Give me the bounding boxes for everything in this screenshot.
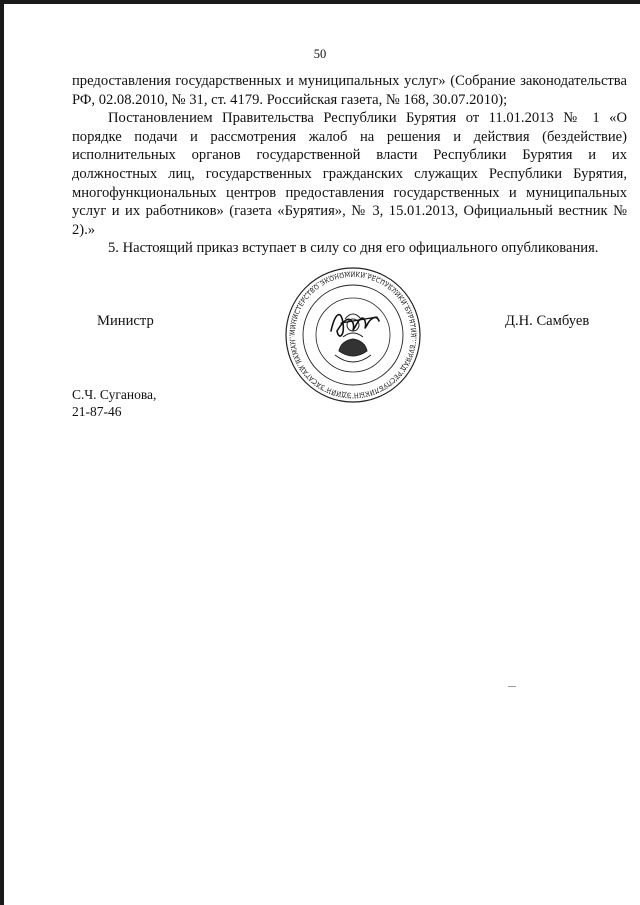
official-seal — [283, 265, 423, 405]
scan-edge-top — [0, 0, 640, 4]
scan-edge-left — [0, 0, 4, 905]
paragraph-continuation: предоставления государственных и муниципальных услуг» (Собрание законодательства РФ, 02.08.2010, № 31, ст. 4179. Российская газета, № 168, 30.07.2010); — [72, 73, 627, 108]
executor-name: С.Ч. Суганова, — [72, 387, 157, 402]
executor-phone: 21-87-46 — [72, 404, 122, 419]
scan-artifact — [508, 686, 516, 687]
seal-ring-text: МИНИСТЕРСТВО ЭКОНОМИКИ РЕСПУБЛИКИ БУРЯТИЯ · БУРЯАД РЕСПУБЛИКЫН ЭДИЙН ЗАСАГАЙ ЯАМАН · — [289, 271, 417, 399]
signatory-name: Д.Н. Самбуев — [505, 313, 590, 329]
page-number: 50 — [313, 47, 327, 61]
document-body — [72, 72, 627, 258]
signatory-position: Министр — [97, 313, 154, 329]
paragraph-resolution: Постановлением Правительства Республики Бурятия от 11.01.2013 № 1 «О порядке подачи и рассмотрения жалоб на решения и действия (бездействие) исполнительных органов государственной власти Республики Бурятия и их должностных лиц, государственных гражданских служащих Республики Бурятия, многофункциональных центров предоставления государственных и муниципальных услуг и их работников» (газета «Бурятия», № 3, 15.01.2013, Официальный вестник № 2).» — [72, 110, 627, 238]
executor-contact — [72, 386, 156, 420]
paragraph-effective-date: 5. Настоящий приказ вступает в силу со дня его официального опубликования. — [108, 240, 599, 257]
